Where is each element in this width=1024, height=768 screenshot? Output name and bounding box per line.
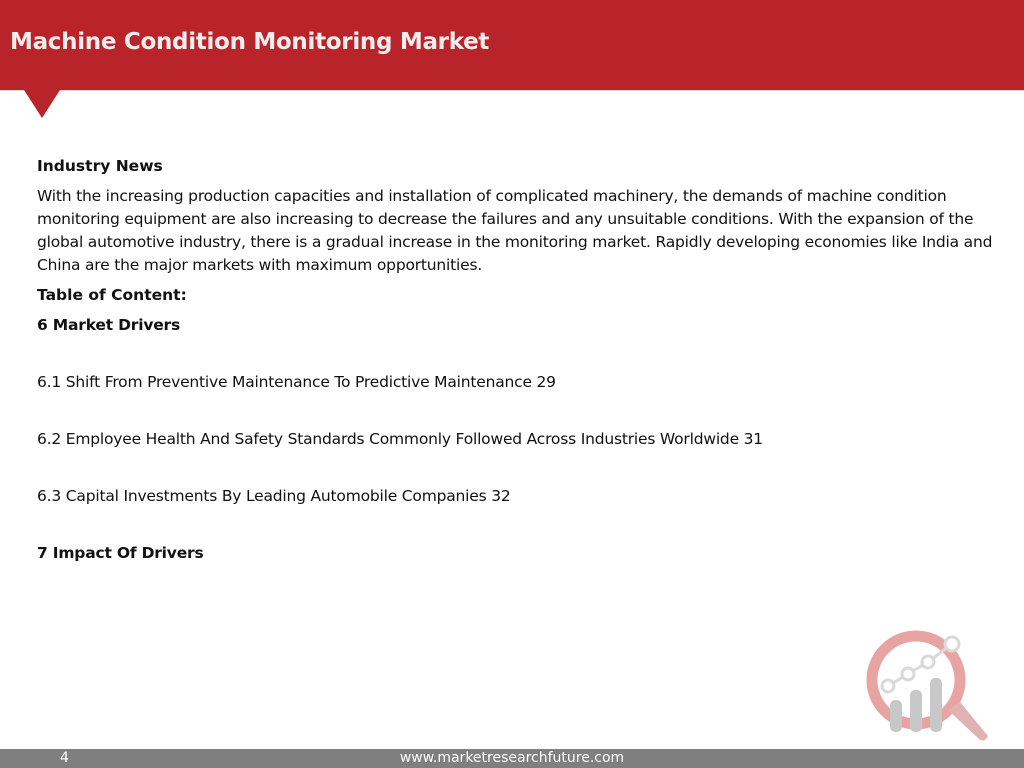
header-notch [24, 90, 60, 118]
toc-item-6-1: 6.1 Shift From Preventive Maintenance To Predictive Maintenance 29 [37, 373, 556, 391]
logo-bar-2 [910, 690, 922, 732]
footer-bar [0, 749, 1024, 768]
toc-item-impact-of-drivers: 7 Impact Of Drivers [37, 544, 204, 562]
toc-item-6-3: 6.3 Capital Investments By Leading Automobile Companies 32 [37, 487, 511, 505]
page-title: Machine Condition Monitoring Market [10, 29, 490, 55]
page-number: 4 [60, 750, 69, 766]
logo-handle [948, 702, 988, 741]
toc-item-market-drivers: 6 Market Drivers [37, 316, 181, 334]
toc-item-6-2: 6.2 Employee Health And Safety Standards Commonly Followed Across Industries Worldwide 31 [37, 430, 763, 448]
logo-point-3 [922, 656, 934, 668]
magnifier-chart-logo-icon [860, 628, 992, 744]
footer-url[interactable]: www.marketresearchfuture.com [399, 750, 625, 766]
logo-bar-3 [930, 678, 942, 732]
logo-bar-1 [890, 700, 902, 732]
logo-point-4 [945, 637, 959, 651]
content-area [37, 155, 997, 565]
header-bar [0, 0, 1024, 91]
industry-news-paragraph: With the increasing production capacities and installation of complicated machinery, the demands of machine condition monitoring equipment are also increasing to decrease the failures and any unsuitable conditions. With the expansion of the global automotive industry, there is a gradual increase in the monitoring market. Rapidly developing economies like India and China are the major markets with maximum opportunities. [37, 187, 993, 274]
section-heading: Industry News [37, 157, 163, 175]
logo-point-2 [902, 668, 914, 680]
logo-trend-line [888, 644, 952, 686]
toc-heading: Table of Content: [37, 286, 187, 304]
logo-point-1 [882, 680, 894, 692]
